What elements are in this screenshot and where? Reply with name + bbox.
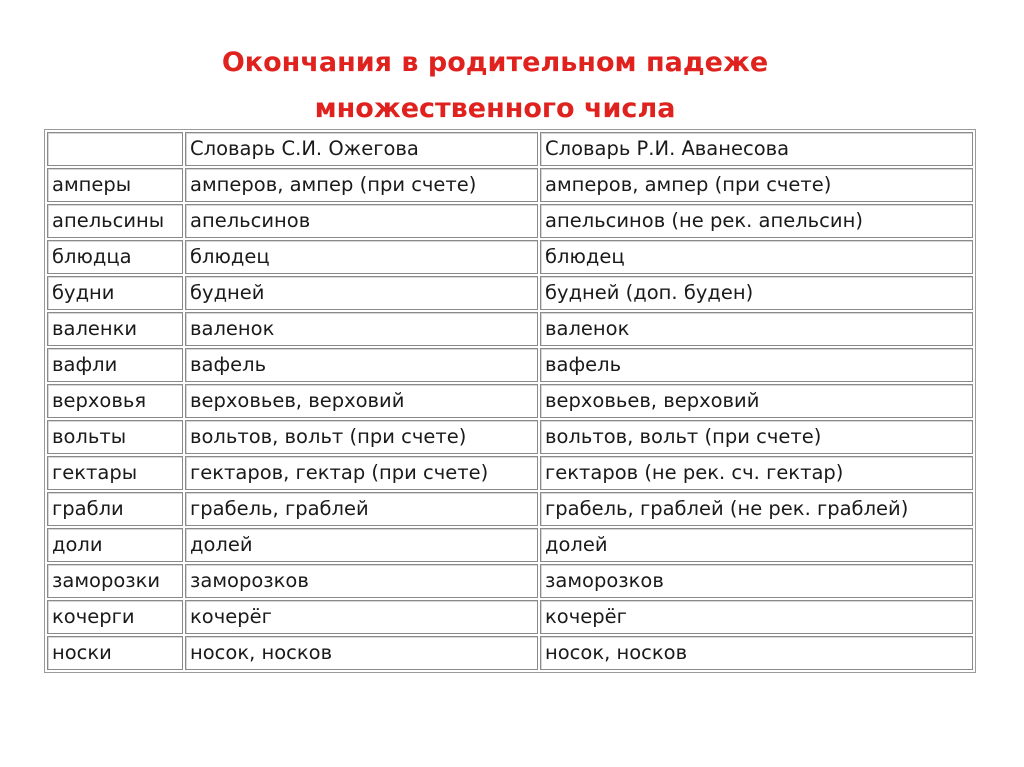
word-cell: вольты xyxy=(47,420,183,454)
avanesov-cell: вольтов, вольт (при счете) xyxy=(540,420,973,454)
ozhegov-cell: гектаров, гектар (при счете) xyxy=(185,456,538,490)
avanesov-cell: вафель xyxy=(540,348,973,382)
ozhegov-cell: кочерёг xyxy=(185,600,538,634)
word-cell: будни xyxy=(47,276,183,310)
table-row xyxy=(47,204,973,238)
table-row xyxy=(47,240,973,274)
table-row xyxy=(47,636,973,670)
ozhegov-cell: вафель xyxy=(185,348,538,382)
word-cell: валенки xyxy=(47,312,183,346)
word-cell: грабли xyxy=(47,492,183,526)
table-row xyxy=(47,384,973,418)
ozhegov-cell: будней xyxy=(185,276,538,310)
ozhegov-cell: верховьев, верховий xyxy=(185,384,538,418)
word-cell: амперы xyxy=(47,168,183,202)
avanesov-cell: апельсинов (не рек. апельсин) xyxy=(540,204,973,238)
title-line-1: Окончания в родительном падеже xyxy=(221,47,769,78)
table-row xyxy=(47,492,973,526)
table-row xyxy=(47,456,973,490)
avanesov-cell: долей xyxy=(540,528,973,562)
word-cell: гектары xyxy=(47,456,183,490)
ozhegov-cell: апельсинов xyxy=(185,204,538,238)
avanesov-cell: верховьев, верховий xyxy=(540,384,973,418)
table-row xyxy=(47,348,973,382)
ozhegov-cell: долей xyxy=(185,528,538,562)
avanesov-cell: будней (доп. буден) xyxy=(540,276,973,310)
table-row xyxy=(47,312,973,346)
word-cell: носки xyxy=(47,636,183,670)
word-cell: блюдца xyxy=(47,240,183,274)
ozhegov-cell: заморозков xyxy=(185,564,538,598)
word-cell: кочерги xyxy=(47,600,183,634)
page-title xyxy=(0,40,990,132)
header-cell-empty xyxy=(47,132,183,166)
table-row xyxy=(47,564,973,598)
header-cell-ozhegov: Словарь С.И. Ожегова xyxy=(185,132,538,166)
avanesov-cell: гектаров (не рек. сч. гектар) xyxy=(540,456,973,490)
ozhegov-cell: блюдец xyxy=(185,240,538,274)
table-header-row xyxy=(47,132,973,166)
word-cell: апельсины xyxy=(47,204,183,238)
ozhegov-cell: носок, носков xyxy=(185,636,538,670)
ozhegov-cell: вольтов, вольт (при счете) xyxy=(185,420,538,454)
ozhegov-cell: валенок xyxy=(185,312,538,346)
header-cell-avanesov: Словарь Р.И. Аванесова xyxy=(540,132,973,166)
avanesov-cell: носок, носков xyxy=(540,636,973,670)
avanesov-cell: амперов, ампер (при счете) xyxy=(540,168,973,202)
avanesov-cell: грабель, граблей (не рек. граблей) xyxy=(540,492,973,526)
table-row xyxy=(47,600,973,634)
word-cell: заморозки xyxy=(47,564,183,598)
avanesov-cell: кочерёг xyxy=(540,600,973,634)
ozhegov-cell: амперов, ампер (при счете) xyxy=(185,168,538,202)
table-row xyxy=(47,528,973,562)
table-frame xyxy=(44,129,976,673)
avanesov-cell: заморозков xyxy=(540,564,973,598)
table-row xyxy=(47,168,973,202)
title-line-2: множественного числа xyxy=(314,93,676,124)
avanesov-cell: блюдец xyxy=(540,240,973,274)
table-row xyxy=(47,420,973,454)
avanesov-cell: валенок xyxy=(540,312,973,346)
genitive-plural-table xyxy=(45,130,975,672)
word-cell: вафли xyxy=(47,348,183,382)
ozhegov-cell: грабель, граблей xyxy=(185,492,538,526)
word-cell: доли xyxy=(47,528,183,562)
word-cell: верховья xyxy=(47,384,183,418)
table-row xyxy=(47,276,973,310)
